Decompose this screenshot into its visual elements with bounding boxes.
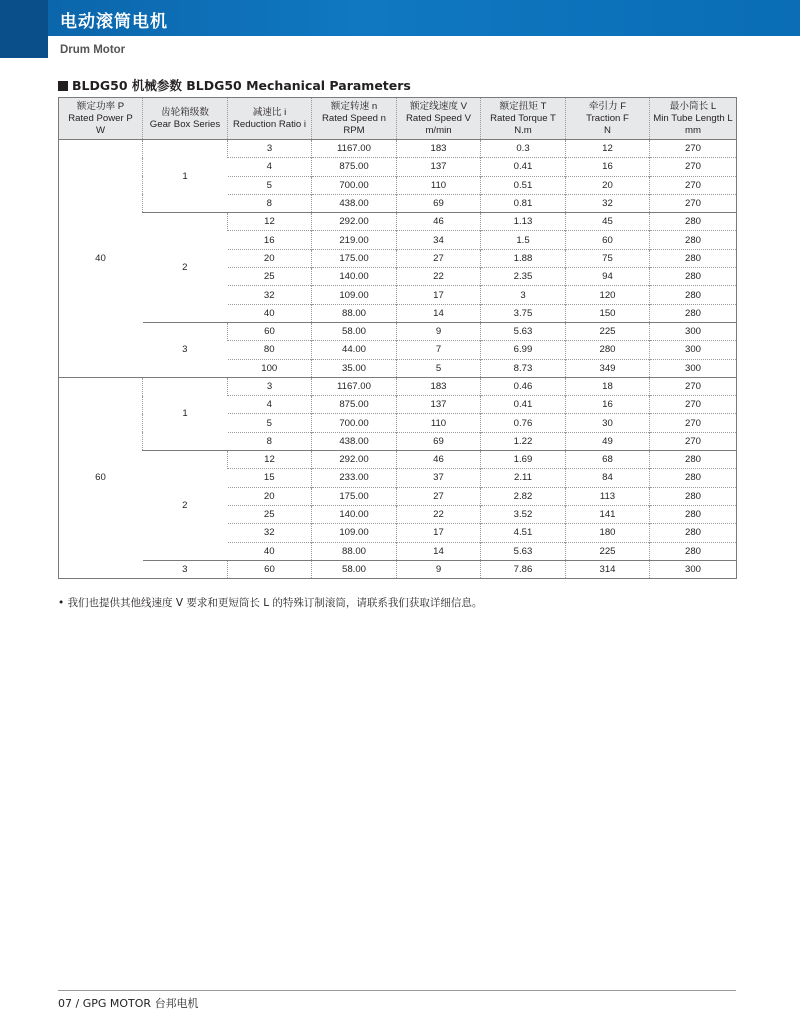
gear-box-series-cell: 2 xyxy=(143,213,228,323)
table-cell: 9 xyxy=(397,560,481,578)
table-row xyxy=(59,213,737,231)
table-cell: 280 xyxy=(650,524,737,542)
table-cell: 875.00 xyxy=(312,158,397,176)
table-cell: 280 xyxy=(650,542,737,560)
table-cell: 80 xyxy=(228,341,312,359)
table-cell: 280 xyxy=(650,249,737,267)
table-cell: 270 xyxy=(650,414,737,432)
table-body xyxy=(59,140,737,579)
table-header-row xyxy=(59,98,737,140)
square-bullet-icon xyxy=(58,81,68,91)
table-row xyxy=(59,451,737,469)
table-row xyxy=(59,377,737,395)
column-header-line: 齿轮箱级数 xyxy=(161,106,209,118)
table-cell: 0.76 xyxy=(481,414,566,432)
footer-divider xyxy=(58,990,736,991)
table-cell: 438.00 xyxy=(312,432,397,450)
table-cell: 12 xyxy=(228,451,312,469)
footer-separator: / xyxy=(75,997,80,1010)
table-cell: 15 xyxy=(228,469,312,487)
gear-box-series-cell: 1 xyxy=(143,140,228,213)
column-header xyxy=(481,98,566,140)
table-cell: 280 xyxy=(650,487,737,505)
column-header-line: Traction F xyxy=(586,112,629,124)
table-cell: 4 xyxy=(228,158,312,176)
table-cell: 20 xyxy=(566,176,650,194)
header-accent-block xyxy=(0,0,48,58)
table-cell: 40 xyxy=(228,542,312,560)
table-cell: 280 xyxy=(650,286,737,304)
table-cell: 88.00 xyxy=(312,542,397,560)
column-header-line: 额定扭矩 T xyxy=(499,100,547,112)
table-cell: 88.00 xyxy=(312,304,397,322)
table-cell: 9 xyxy=(397,322,481,340)
column-header-line: m/min xyxy=(425,124,452,136)
table-cell: 4 xyxy=(228,396,312,414)
table-cell: 280 xyxy=(650,231,737,249)
gear-box-series-cell: 3 xyxy=(143,560,228,578)
column-header-line: 减速比 i xyxy=(252,106,287,118)
page-subtitle: Drum Motor xyxy=(60,44,126,56)
table-cell: 0.41 xyxy=(481,158,566,176)
table-cell: 7.86 xyxy=(481,560,566,578)
table-cell: 100 xyxy=(228,359,312,377)
column-header-line: Rated Power P xyxy=(68,112,133,124)
table-cell: 12 xyxy=(566,140,650,158)
table-cell: 84 xyxy=(566,469,650,487)
table-cell: 109.00 xyxy=(312,524,397,542)
table-cell: 0.41 xyxy=(481,396,566,414)
table-cell: 16 xyxy=(566,158,650,176)
table-cell: 270 xyxy=(650,158,737,176)
page-number: 07 xyxy=(58,997,72,1010)
footnote: • 我们也提供其他线速度 V 要求和更短筒长 L 的特殊订制滚筒，请联系我们获取详细信息。 xyxy=(58,597,483,609)
rated-power-cell: 60 xyxy=(59,377,143,578)
column-header xyxy=(143,98,228,140)
table-cell: 68 xyxy=(566,451,650,469)
table-cell: 180 xyxy=(566,524,650,542)
table-cell: 875.00 xyxy=(312,396,397,414)
table-cell: 46 xyxy=(397,213,481,231)
rated-power-cell: 40 xyxy=(59,140,143,378)
column-header-line: W xyxy=(95,124,106,136)
table-cell: 75 xyxy=(566,249,650,267)
table-cell: 150 xyxy=(566,304,650,322)
table-cell: 270 xyxy=(650,377,737,395)
table-cell: 183 xyxy=(397,140,481,158)
table-cell: 32 xyxy=(566,194,650,212)
table-cell: 6.99 xyxy=(481,341,566,359)
table-cell: 32 xyxy=(228,286,312,304)
table-cell: 45 xyxy=(566,213,650,231)
table-cell: 292.00 xyxy=(312,213,397,231)
table-cell: 3 xyxy=(228,140,312,158)
table-row xyxy=(59,140,737,158)
table-cell: 3.52 xyxy=(481,505,566,523)
table-cell: 60 xyxy=(228,560,312,578)
table-cell: 0.81 xyxy=(481,194,566,212)
column-header-line: Rated Torque T xyxy=(490,112,556,124)
table-cell: 314 xyxy=(566,560,650,578)
table-cell: 14 xyxy=(397,304,481,322)
column-header-line: RPM xyxy=(343,124,365,136)
table-cell: 2.35 xyxy=(481,268,566,286)
table-cell: 8 xyxy=(228,194,312,212)
table-cell: 137 xyxy=(397,158,481,176)
table-cell: 270 xyxy=(650,396,737,414)
table-cell: 300 xyxy=(650,560,737,578)
table-cell: 2.11 xyxy=(481,469,566,487)
table-cell: 438.00 xyxy=(312,194,397,212)
table-cell: 5 xyxy=(228,414,312,432)
column-header xyxy=(312,98,397,140)
table-cell: 27 xyxy=(397,249,481,267)
table-cell: 0.51 xyxy=(481,176,566,194)
gear-box-series-cell: 3 xyxy=(143,322,228,377)
table-cell: 69 xyxy=(397,194,481,212)
column-header-line: N.m xyxy=(514,124,532,136)
table-cell: 280 xyxy=(650,304,737,322)
column-header-line: Min Tube Length L xyxy=(653,112,733,124)
table-cell: 58.00 xyxy=(312,322,397,340)
table-cell: 120 xyxy=(566,286,650,304)
table-cell: 3 xyxy=(481,286,566,304)
table-cell: 60 xyxy=(228,322,312,340)
table-cell: 5.63 xyxy=(481,322,566,340)
column-header-line: Rated Speed n xyxy=(321,112,386,124)
section-title xyxy=(58,76,411,94)
table-cell: 94 xyxy=(566,268,650,286)
table-cell: 1.5 xyxy=(481,231,566,249)
table-cell: 225 xyxy=(566,322,650,340)
column-header-line: Reduction Ratio i xyxy=(232,118,307,130)
table-cell: 0.3 xyxy=(481,140,566,158)
table-cell: 5 xyxy=(228,176,312,194)
table-cell: 141 xyxy=(566,505,650,523)
table-cell: 37 xyxy=(397,469,481,487)
table-cell: 225 xyxy=(566,542,650,560)
table-cell: 1.69 xyxy=(481,451,566,469)
table-cell: 280 xyxy=(650,268,737,286)
table-cell: 270 xyxy=(650,432,737,450)
table-cell: 3.75 xyxy=(481,304,566,322)
table-cell: 17 xyxy=(397,286,481,304)
footer-brand: GPG MOTOR 台邦电机 xyxy=(82,997,199,1010)
table-cell: 27 xyxy=(397,487,481,505)
table-cell: 300 xyxy=(650,322,737,340)
table-cell: 137 xyxy=(397,396,481,414)
table-cell: 49 xyxy=(566,432,650,450)
table-cell: 22 xyxy=(397,268,481,286)
table-cell: 280 xyxy=(650,451,737,469)
column-header-line: 额定功率 P xyxy=(76,100,125,112)
column-header xyxy=(566,98,650,140)
column-header-line: 额定线速度 V xyxy=(409,100,468,112)
table-cell: 5.63 xyxy=(481,542,566,560)
table-cell: 233.00 xyxy=(312,469,397,487)
table-cell: 17 xyxy=(397,524,481,542)
table-cell: 110 xyxy=(397,414,481,432)
column-header-line: mm xyxy=(685,124,701,136)
table-cell: 140.00 xyxy=(312,505,397,523)
table-cell: 7 xyxy=(397,341,481,359)
table-cell: 16 xyxy=(228,231,312,249)
column-header-line: 最小筒长 L xyxy=(669,100,717,112)
column-header xyxy=(397,98,481,140)
table-cell: 113 xyxy=(566,487,650,505)
table-cell: 280 xyxy=(650,213,737,231)
table-cell: 32 xyxy=(228,524,312,542)
page-footer xyxy=(58,995,199,1011)
table-cell: 300 xyxy=(650,341,737,359)
table-cell: 219.00 xyxy=(312,231,397,249)
table-cell: 175.00 xyxy=(312,487,397,505)
table-cell: 34 xyxy=(397,231,481,249)
table-cell: 20 xyxy=(228,249,312,267)
column-header-line: 额定转速 n xyxy=(330,100,378,112)
table-cell: 1.88 xyxy=(481,249,566,267)
table-row xyxy=(59,560,737,578)
table-cell: 292.00 xyxy=(312,451,397,469)
table-cell: 300 xyxy=(650,359,737,377)
column-header-line: 牵引力 F xyxy=(588,100,627,112)
column-header-line: N xyxy=(604,124,611,136)
table-cell: 22 xyxy=(397,505,481,523)
table-cell: 5 xyxy=(397,359,481,377)
table-cell: 110 xyxy=(397,176,481,194)
table-cell: 1167.00 xyxy=(312,377,397,395)
table-row xyxy=(59,322,737,340)
column-header-line: Gear Box Series xyxy=(149,118,221,130)
mechanical-parameters-table xyxy=(58,97,737,579)
table-cell: 1.13 xyxy=(481,213,566,231)
table-cell: 1.22 xyxy=(481,432,566,450)
table-cell: 4.51 xyxy=(481,524,566,542)
table-cell: 25 xyxy=(228,505,312,523)
table-cell: 1167.00 xyxy=(312,140,397,158)
table-cell: 69 xyxy=(397,432,481,450)
column-header xyxy=(650,98,737,140)
table-cell: 0.46 xyxy=(481,377,566,395)
table-cell: 8.73 xyxy=(481,359,566,377)
table-cell: 280 xyxy=(650,469,737,487)
table-cell: 8 xyxy=(228,432,312,450)
table-cell: 30 xyxy=(566,414,650,432)
table-cell: 40 xyxy=(228,304,312,322)
table-cell: 270 xyxy=(650,194,737,212)
table-cell: 270 xyxy=(650,176,737,194)
column-header-line: Rated Speed V xyxy=(405,112,472,124)
section-title-text: BLDG50 机械参数 BLDG50 Mechanical Parameters xyxy=(72,78,411,93)
table-cell: 20 xyxy=(228,487,312,505)
table-cell: 700.00 xyxy=(312,414,397,432)
table-cell: 140.00 xyxy=(312,268,397,286)
column-header xyxy=(59,98,143,140)
table-cell: 12 xyxy=(228,213,312,231)
table-cell: 35.00 xyxy=(312,359,397,377)
table-cell: 280 xyxy=(566,341,650,359)
column-header xyxy=(228,98,312,140)
table-cell: 25 xyxy=(228,268,312,286)
page-title: 电动滚筒电机 xyxy=(60,12,168,32)
table-cell: 280 xyxy=(650,505,737,523)
table-cell: 60 xyxy=(566,231,650,249)
table-cell: 44.00 xyxy=(312,341,397,359)
gear-box-series-cell: 2 xyxy=(143,451,228,561)
table-cell: 270 xyxy=(650,140,737,158)
table-cell: 109.00 xyxy=(312,286,397,304)
table-cell: 175.00 xyxy=(312,249,397,267)
table-cell: 58.00 xyxy=(312,560,397,578)
table-cell: 16 xyxy=(566,396,650,414)
table-cell: 3 xyxy=(228,377,312,395)
table-cell: 700.00 xyxy=(312,176,397,194)
table-cell: 183 xyxy=(397,377,481,395)
table-cell: 349 xyxy=(566,359,650,377)
table-cell: 18 xyxy=(566,377,650,395)
table-cell: 46 xyxy=(397,451,481,469)
gear-box-series-cell: 1 xyxy=(143,377,228,450)
table-cell: 14 xyxy=(397,542,481,560)
table-cell: 2.82 xyxy=(481,487,566,505)
